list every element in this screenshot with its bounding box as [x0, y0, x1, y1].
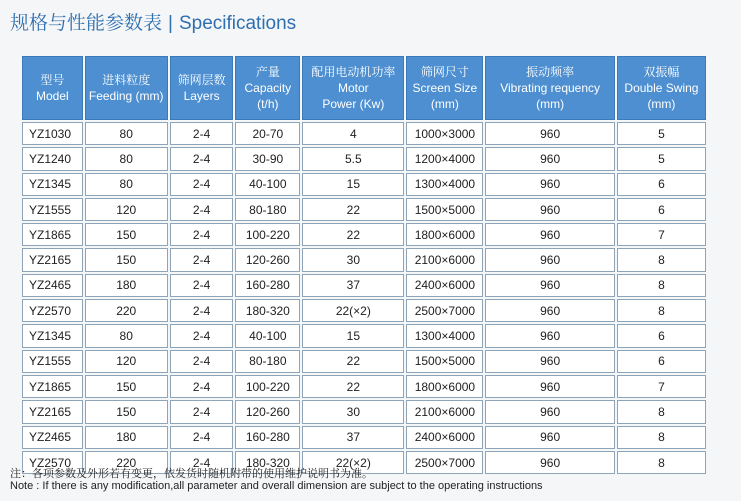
table-cell: 2-4 [170, 248, 234, 271]
table-cell: 22 [302, 198, 404, 221]
table-cell: 180 [85, 426, 168, 449]
column-header-en: Capacity [244, 81, 292, 95]
table-cell: 80 [85, 324, 168, 347]
table-cell: 22(×2) [302, 299, 404, 322]
table-cell: 2500×7000 [406, 299, 483, 322]
table-cell: 2100×6000 [406, 248, 483, 271]
table-row [22, 223, 706, 246]
table-header-row [22, 56, 706, 120]
table-cell: 37 [302, 426, 404, 449]
table-cell: 960 [485, 274, 615, 297]
column-header-cn: 进料粒度 [102, 73, 151, 87]
column-header [302, 56, 404, 120]
table-row [22, 173, 706, 196]
model-cell: YZ1555 [22, 350, 83, 373]
table-cell: 960 [485, 400, 615, 423]
table-cell: 100-220 [235, 223, 300, 246]
note-chinese: 注：各项参数及外形若有变更，依发货时随机附带的使用维护说明书为准。 [10, 468, 373, 480]
table-cell: 120 [85, 198, 168, 221]
table-cell: 960 [485, 223, 615, 246]
table-cell: 960 [485, 122, 615, 145]
table-cell: 37 [302, 274, 404, 297]
table-cell: 180-320 [235, 299, 300, 322]
table-cell: 1800×6000 [406, 223, 483, 246]
table-cell: 8 [617, 451, 706, 474]
table-row [22, 324, 706, 347]
column-header-cn: 筛网尺寸 [420, 65, 469, 79]
column-header-en: (mm) [536, 97, 565, 111]
table-cell: 150 [85, 375, 168, 398]
table-cell: 7 [617, 223, 706, 246]
table-cell: 80-180 [235, 350, 300, 373]
table-cell: 1300×4000 [406, 173, 483, 196]
table-cell: 100-220 [235, 375, 300, 398]
column-header-en: Motor [337, 81, 369, 95]
table-cell: 2-4 [170, 324, 234, 347]
model-cell: YZ1030 [22, 122, 83, 145]
table-cell: 2-4 [170, 426, 234, 449]
model-cell: YZ1865 [22, 223, 83, 246]
table-row [22, 375, 706, 398]
table-cell: 5 [617, 122, 706, 145]
table-cell: 22 [302, 350, 404, 373]
table-row [22, 147, 706, 170]
table-cell: 80 [85, 122, 168, 145]
column-header-en: Double Swing [624, 81, 699, 95]
table-row [22, 400, 706, 423]
table-cell: 15 [302, 324, 404, 347]
table-cell: 220 [85, 299, 168, 322]
table-cell: 960 [485, 173, 615, 196]
table-cell: 30 [302, 400, 404, 423]
table-cell: 8 [617, 400, 706, 423]
column-header-cn: 筛网层数 [177, 73, 226, 87]
title-english: Specifications [178, 13, 297, 34]
table-cell: 7 [617, 375, 706, 398]
table-cell: 2400×6000 [406, 426, 483, 449]
table-cell: 160-280 [235, 274, 300, 297]
model-cell: YZ2465 [22, 274, 83, 297]
table-cell: 1800×6000 [406, 375, 483, 398]
column-header-en: Power (Kw) [322, 97, 385, 111]
column-header-en: Layers [183, 89, 220, 103]
table-row [22, 350, 706, 373]
table-cell: 180-320 [235, 451, 300, 474]
column-header-cn: 振动频率 [526, 65, 575, 79]
table-cell: 1000×3000 [406, 122, 483, 145]
table-cell: 5 [617, 147, 706, 170]
table-cell: 40-100 [235, 173, 300, 196]
table-cell: 2-4 [170, 400, 234, 423]
model-cell: YZ2165 [22, 248, 83, 271]
table-cell: 960 [485, 426, 615, 449]
table-cell: 160-280 [235, 426, 300, 449]
table-cell: 30 [302, 248, 404, 271]
table-cell: 80 [85, 147, 168, 170]
column-header-en: Feeding (mm) [88, 89, 164, 103]
model-cell: YZ2570 [22, 451, 83, 474]
table-cell: 6 [617, 350, 706, 373]
column-header-en: Model [36, 89, 69, 103]
table-cell: 6 [617, 324, 706, 347]
table-cell: 120-260 [235, 400, 300, 423]
table-cell: 8 [617, 248, 706, 271]
table-cell: 8 [617, 426, 706, 449]
table-cell: 2-4 [170, 274, 234, 297]
table-body [22, 122, 706, 474]
table-cell: 220 [85, 451, 168, 474]
table-cell: 2-4 [170, 375, 234, 398]
model-cell: YZ1555 [22, 198, 83, 221]
column-header [85, 56, 168, 120]
table-cell: 960 [485, 324, 615, 347]
table-cell: 15 [302, 173, 404, 196]
table-cell: 960 [485, 375, 615, 398]
table-cell: 960 [485, 451, 615, 474]
table-cell: 5.5 [302, 147, 404, 170]
specifications-table [20, 54, 708, 476]
column-header-cn: 产量 [255, 65, 280, 79]
table-cell: 150 [85, 248, 168, 271]
column-header [170, 56, 234, 120]
table-cell: 6 [617, 173, 706, 196]
table-cell: 150 [85, 223, 168, 246]
table-cell: 80-180 [235, 198, 300, 221]
table-cell: 960 [485, 147, 615, 170]
table-cell: 960 [485, 350, 615, 373]
table-row [22, 248, 706, 271]
column-header [485, 56, 615, 120]
table-row [22, 198, 706, 221]
table-cell: 8 [617, 299, 706, 322]
column-header [235, 56, 300, 120]
table-cell: 2500×7000 [406, 451, 483, 474]
table-cell: 22 [302, 375, 404, 398]
model-cell: YZ1240 [22, 147, 83, 170]
table-cell: 120 [85, 350, 168, 373]
column-header-en: Vibrating requency [500, 81, 601, 95]
table-cell: 30-90 [235, 147, 300, 170]
column-header-en: (mm) [430, 97, 459, 111]
table-row [22, 122, 706, 145]
model-cell: YZ2570 [22, 299, 83, 322]
table-cell: 2-4 [170, 451, 234, 474]
table-cell: 960 [485, 198, 615, 221]
column-header [406, 56, 483, 120]
table-cell: 1500×5000 [406, 350, 483, 373]
model-cell: YZ1345 [22, 173, 83, 196]
table-cell: 2-4 [170, 223, 234, 246]
note-english: Note : If there is any modification,all parameter and overall dimension are subject to the operating instructions [10, 480, 543, 492]
table-cell: 2-4 [170, 122, 234, 145]
column-header-en: Screen Size [412, 81, 478, 95]
column-header-cn: 双振幅 [643, 65, 680, 79]
table-row [22, 426, 706, 449]
table-cell: 150 [85, 400, 168, 423]
table-cell: 22(×2) [302, 451, 404, 474]
table-cell: 2-4 [170, 147, 234, 170]
table-row [22, 274, 706, 297]
column-header-en: (mm) [647, 97, 676, 111]
title-chinese: 规格与性能参数表 [10, 13, 163, 34]
table-cell: 180 [85, 274, 168, 297]
table-cell: 960 [485, 248, 615, 271]
table-row [22, 299, 706, 322]
table-cell: 40-100 [235, 324, 300, 347]
table-cell: 2400×6000 [406, 274, 483, 297]
table-cell: 2-4 [170, 198, 234, 221]
model-cell: YZ2165 [22, 400, 83, 423]
table-cell: 80 [85, 173, 168, 196]
table-cell: 20-70 [235, 122, 300, 145]
page-title [10, 8, 296, 35]
table-cell: 6 [617, 198, 706, 221]
table-cell: 1500×5000 [406, 198, 483, 221]
table-cell: 1200×4000 [406, 147, 483, 170]
column-header [617, 56, 706, 120]
table-cell: 2-4 [170, 173, 234, 196]
column-header [22, 56, 83, 120]
table-cell: 1300×4000 [406, 324, 483, 347]
table-cell: 22 [302, 223, 404, 246]
column-header-cn: 配用电动机功率 [311, 65, 396, 79]
table-cell: 960 [485, 299, 615, 322]
column-header-cn: 型号 [40, 73, 65, 87]
title-separator: | [168, 13, 173, 34]
table-cell: 8 [617, 274, 706, 297]
table-cell: 2100×6000 [406, 400, 483, 423]
model-cell: YZ2465 [22, 426, 83, 449]
table-cell: 120-260 [235, 248, 300, 271]
model-cell: YZ1865 [22, 375, 83, 398]
model-cell: YZ1345 [22, 324, 83, 347]
table-cell: 2-4 [170, 299, 234, 322]
table-cell: 4 [302, 122, 404, 145]
column-header-en: (t/h) [257, 97, 279, 111]
table-cell: 2-4 [170, 350, 234, 373]
